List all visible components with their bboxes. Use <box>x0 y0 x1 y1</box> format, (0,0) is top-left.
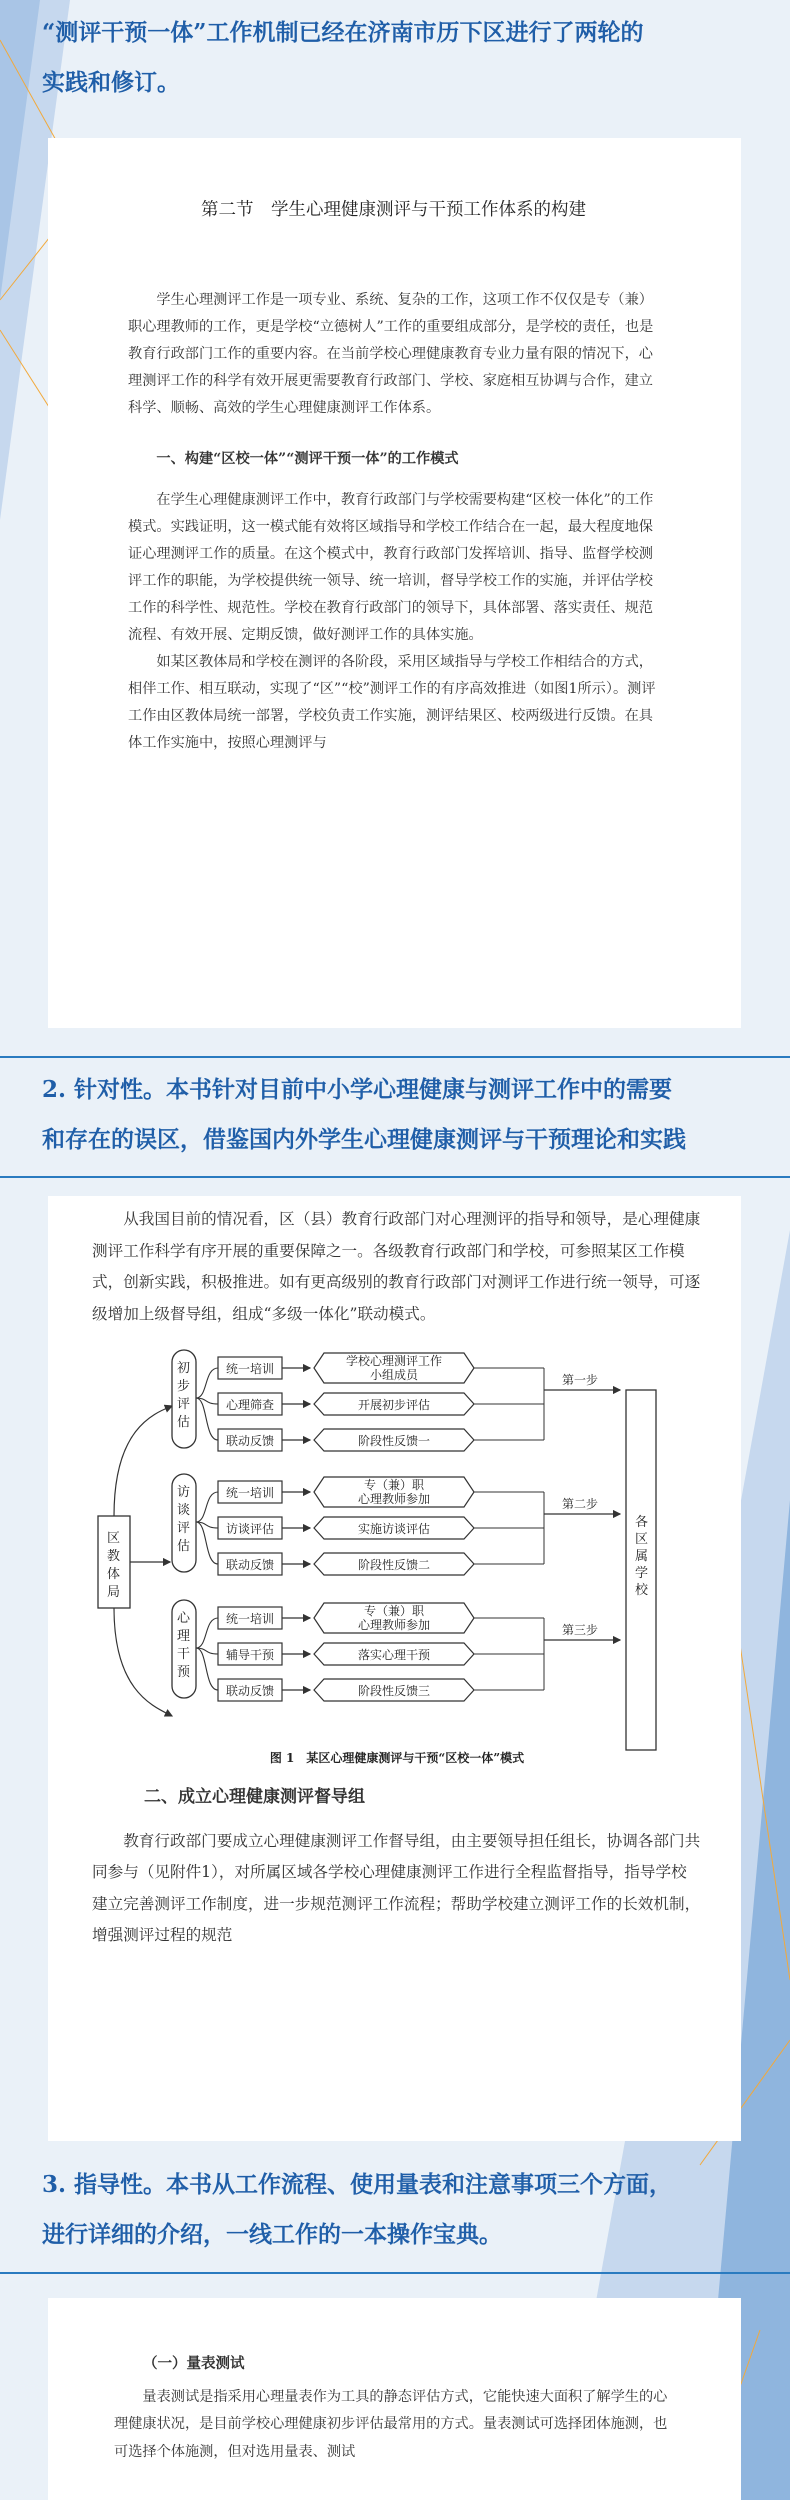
paragraph-5: 量表测试是指采用心理量表作为工具的静态评估方式，它能快速大面积了解学生的心理健康状况，是目前学校心理健康初步评估最常用的方式。量表测试可选择团体施测，也可选择个体施测，但对选用量表、测试 <box>114 2388 668 2460</box>
flow-diagram <box>92 1330 702 1770</box>
point-3-line1: 3. 指导性。本书从工作流程、使用量表和注意事项三个方面， <box>42 2171 673 2198</box>
paragraph-1: 在学生心理健康测评工作中，教育行政部门与学校需要构建“区校一体化”的工作模式。实践证明，这一模式能有效将区域指导和学校工作结合在一起，最大程度地保证心理测评工作的质量。在这个模式中，教育行政部门发挥培训、指导、监督学校测评工作的职能，为学校提供统一领导、统一培训，督导学校工作的实施，并评估学校工作的科学性、规范性。学校在教育行政部门的领导下，具体部署、落实责任、规范流程、有效开展、定期反馈，做好测评工作的具体实施。 <box>128 492 654 643</box>
point-3-heading <box>42 2160 762 2260</box>
step-label-3: 第三步 <box>562 1623 599 1637</box>
left-box-label: 统一培训 <box>225 1612 275 1626</box>
heading-2: 二、成立心理健康测评督导组 <box>144 1787 365 1807</box>
right-box-label: 阶段性反馈一 <box>357 1434 431 1448</box>
stage-label-1: 初步评估 <box>177 1361 191 1430</box>
heading-3: （一）量表测试 <box>143 2355 245 2372</box>
divider <box>0 1056 790 1058</box>
right-box-label: 学校心理测评工作小组成员 <box>345 1354 443 1382</box>
divider <box>0 2272 790 2274</box>
section-title: 第二节 学生心理健康测评与干预工作体系的构建 <box>201 200 586 220</box>
right-box-label: 专（兼）职心理教师参加 <box>357 1604 431 1632</box>
left-box-label: 统一培训 <box>225 1362 275 1376</box>
left-box-label: 联动反馈 <box>225 1684 275 1698</box>
point-2-line2: 和存在的误区，借鉴国内外学生心理健康测评与干预理论和实践 <box>42 1126 686 1153</box>
bureau-label: 区教体局 <box>107 1531 121 1600</box>
intro-heading <box>42 8 762 108</box>
left-box-label: 访谈评估 <box>225 1522 275 1536</box>
point-2-heading <box>42 1065 762 1165</box>
right-box-label: 落实心理干预 <box>357 1648 431 1662</box>
right-box-label: 实施访谈评估 <box>357 1522 431 1536</box>
left-box-label: 辅导干预 <box>225 1648 275 1662</box>
point-3-line2: 进行详细的介绍，一线工作的一本操作宝典。 <box>42 2221 502 2248</box>
book-excerpt-page-1 <box>48 138 741 1028</box>
intro-paragraph: 学生心理测评工作是一项专业、系统、复杂的工作，这项工作不仅仅是专（兼）职心理教师的工作，更是学校“立德树人”工作的重要组成部分，是学校的责任，也是教育行政部门工作的重要内容。在当前学校心理健康教育专业力量有限的情况下，心理测评工作的科学有效开展更需要教育行政部门、学校、家庭相互协调与合作，建立科学、顺畅、高效的学生心理健康测评工作体系。 <box>128 292 654 416</box>
right-box-label: 专（兼）职心理教师参加 <box>357 1478 431 1506</box>
book-excerpt-page-2 <box>48 1196 741 2141</box>
paragraph-3: 从我国目前的情况看，区（县）教育行政部门对心理测评的指导和领导，是心理健康测评工作科学有序开展的重要保障之一。各级教育行政部门和学校，可参照某区工作模式，创新实践，积极推进。如有更高级别的教育行政部门对测评工作进行统一领导，可逐级增加上级督导组，组成“多级一体化”联动模式。 <box>92 1210 701 1323</box>
point-2-line1: 2. 针对性。本书针对目前中小学心理健康与测评工作中的需要 <box>42 1076 673 1103</box>
heading-1: 一、构建“区校一体”“测评干预一体”的工作模式 <box>156 451 459 467</box>
divider <box>0 1176 790 1178</box>
right-box-label: 阶段性反馈二 <box>357 1558 431 1572</box>
right-box-label: 开展初步评估 <box>357 1398 431 1412</box>
book-excerpt-page-3 <box>48 2298 741 2500</box>
left-box-label: 统一培训 <box>225 1486 275 1500</box>
left-box-label: 联动反馈 <box>225 1558 275 1572</box>
left-box-label: 心理筛查 <box>225 1398 275 1412</box>
step-label-2: 第二步 <box>562 1497 599 1511</box>
intro-heading-line1: “测评干预一体”工作机制已经在济南市历下区进行了两轮的 <box>42 19 644 46</box>
stage-label-2: 访谈评估 <box>177 1485 191 1554</box>
right-box-label: 阶段性反馈三 <box>357 1684 431 1698</box>
step-label-1: 第一步 <box>562 1373 599 1387</box>
school-label: 各区属学校 <box>635 1515 649 1598</box>
paragraph-2: 如某区教体局和学校在测评的各阶段，采用区域指导与学校工作相结合的方式，相伴工作、相互联动，实现了“区”“校”测评工作的有序高效推进（如图1所示）。测评工作由区教体局统一部署，学校负责工作实施，测评结果区、校两级进行反馈。在具体工作实施中，按照心理测评与 <box>128 654 656 751</box>
stage-label-3: 心理干预 <box>177 1611 191 1680</box>
left-box-label: 联动反馈 <box>225 1434 275 1448</box>
figure-caption: 图 1 某区心理健康测评与干预“区校一体”模式 <box>269 1751 525 1765</box>
paragraph-4: 教育行政部门要成立心理健康测评工作督导组，由主要领导担任组长，协调各部门共同参与（见附件1），对所属区域各学校心理健康测评工作进行全程监督指导，指导学校建立完善测评工作制度，进一步规范测评工作流程；帮助学校建立测评工作的长效机制，增强测评过程的规范 <box>92 1831 701 1944</box>
intro-heading-line2: 实践和修订。 <box>42 69 180 96</box>
